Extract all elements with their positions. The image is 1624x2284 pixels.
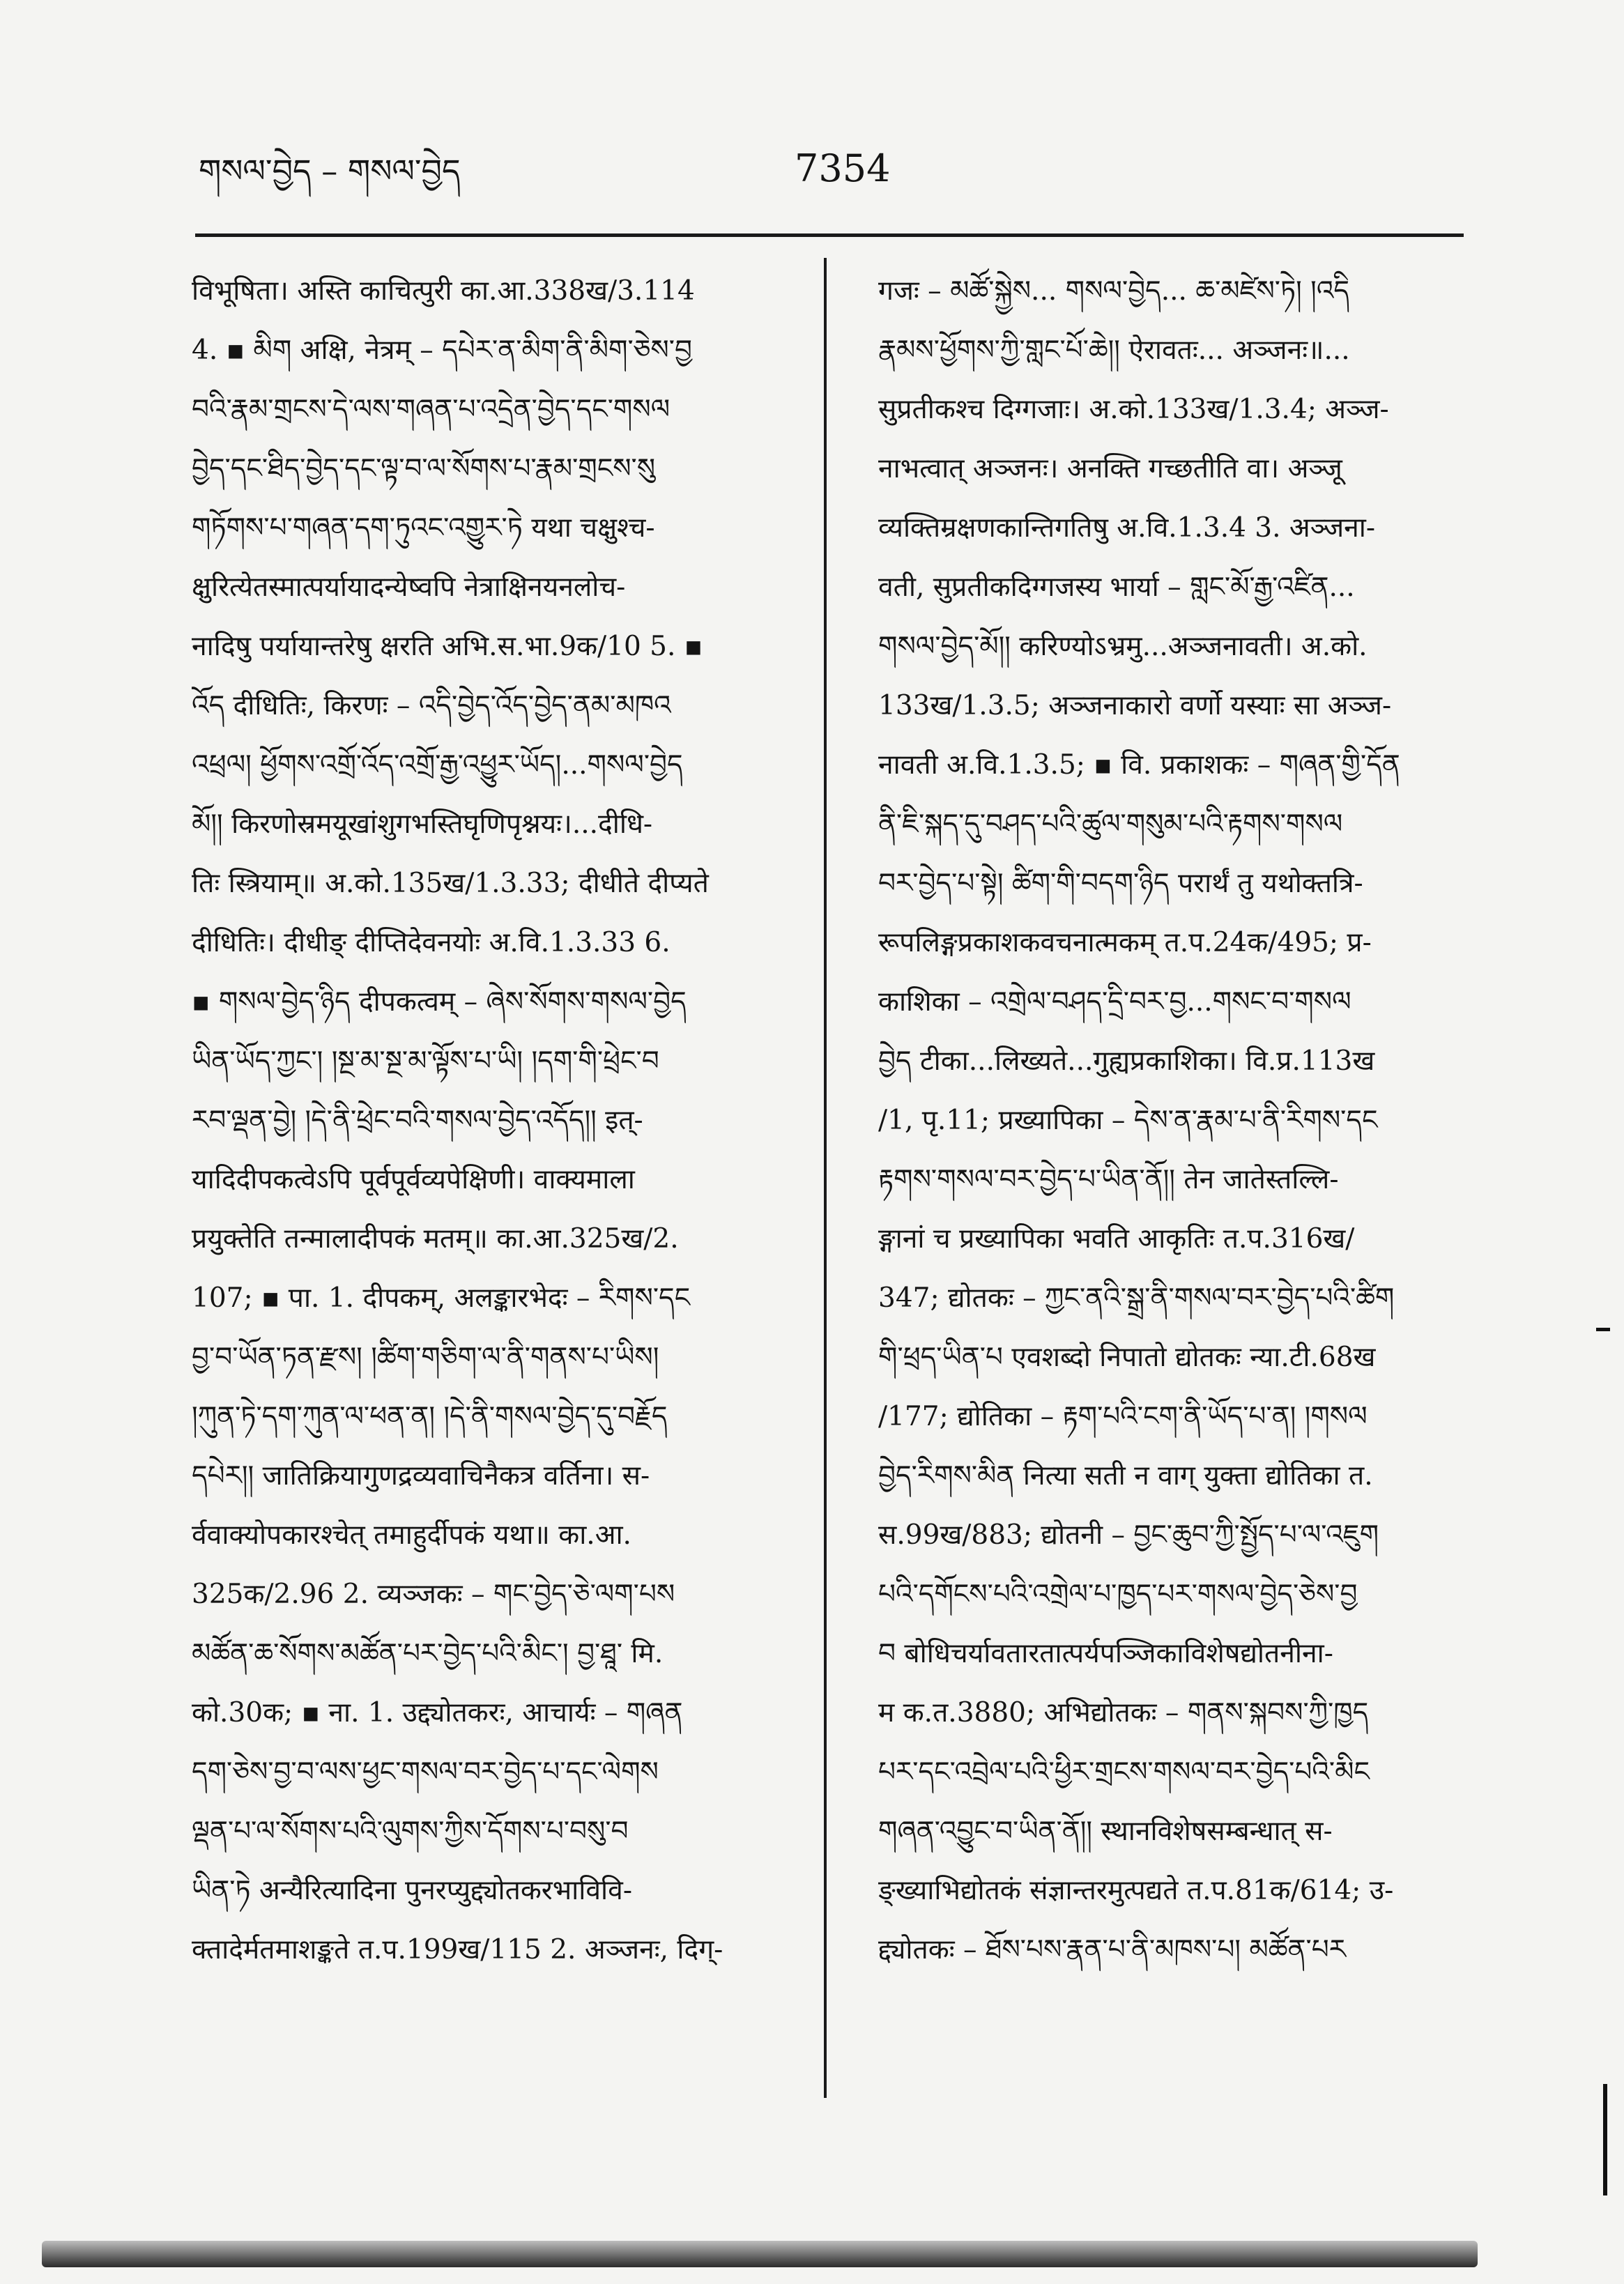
text-line: པར་དང་འབྲེལ་པའི་ཕྱིར་གྲངས་གསལ་བར་བྱེད་པའི་མིང: [878, 1756, 1370, 1788]
text-line: ङ्ख्याभिद्योतकं संज्ञान्तरमुत्पद्यते त.प.81क/614; उ-: [878, 1875, 1394, 1906]
text-line: 347; द्योतकः – ཀྱང་ནའི་སྒྲ་ནི་གསལ་བར་བྱེད་པའི་ཚིག: [878, 1282, 1395, 1314]
scan-edge-mark: [1603, 2084, 1607, 2195]
text-line: तिः स्त्रियाम्॥ अ.को.135ख/1.3.33; दीधीते दीप्यते: [192, 868, 709, 899]
text-line: वती, सुप्रतीकदिग्गजस्य भार्या – གླང་མོ་རྒྱ་འཛིན...: [878, 572, 1355, 603]
text-line: 325क/2.96 2. व्यञ्जकः – གང་བྱེད་ཅེ་ལག་པས: [192, 1579, 675, 1610]
text-line: क्षुरित्येतस्मात्पर्यायादन्येष्वपि नेत्राक्षिनयनलोच-: [192, 572, 626, 603]
text-line: ङ्गानां च प्रख्यापिका भवति आकृतिः त.प.316ख/: [878, 1223, 1355, 1255]
text-line: ལྡན་པ་ལ་སོགས་པའི་ལུགས་ཀྱིས་དོགས་པ་བསུ་བ: [192, 1816, 629, 1847]
scan-shadow-band: [42, 2241, 1478, 2267]
text-line: 4. ▪ མིག अक्षि, नेत्रम् – དཔེར་ན་མིག་ནི་མིག་ཅེས་བྱ: [192, 335, 692, 366]
text-line: दीधितिः। दीधीङ् दीप्तिदेवनयोः अ.वि.1.3.33 6.: [192, 927, 671, 958]
text-line: यादिदीपकत्वेऽपि पूर्वपूर्वव्यपेक्षिणी। वाक्यमाला: [192, 1164, 635, 1195]
text-line: བར་བྱེད་པ་སྟེ། ཚིག་གི་བདག་ཉིད परार्थं तु यथोक्तत्रि-: [878, 868, 1363, 899]
text-line: འཕྲལ། ཕྱོགས་འགྲོ་འོད་འགྲོ་རྒྱ་འཕྱུར་ཡོད།...གསལ་བྱེད: [192, 749, 683, 781]
text-line: མཚོན་ཆ་སོགས་མཚོན་པར་བྱེད་པའི་མིང་། བྱ་ཐཱ་ मि.: [192, 1638, 664, 1669]
text-line: །ཀུན་ཏེ་དག་ཀུན་ལ་ཕན་ན། །དེ་ནི་གསལ་བྱེད་དུ་བརྗོད: [192, 1401, 668, 1432]
text-line: 133ख/1.3.5; अञ्जनाकारो वर्णो यस्याः सा अञ्ज-: [878, 690, 1392, 721]
text-line: དག་ཅེས་བྱ་བ་ལས་ཕྱང་གསལ་བར་བྱེད་པ་དང་ལེགས: [192, 1756, 659, 1788]
text-line: རྟགས་གསལ་བར་བྱེད་པ་ཡིན་ནོ།། तेन जातेस्तल्लि-: [878, 1164, 1339, 1195]
text-line: स.99ख/883; द्योतनी – བྱང་ཆུབ་ཀྱི་སྤྱོད་པ་ལ་འཇུག: [878, 1519, 1379, 1551]
text-line: काशिका – འགྲེལ་བཤད་དྲི་བར་བྱ...གསང་བ་གསལ: [878, 986, 1351, 1018]
text-line: བྱེད टीका...लिख्यते...गुह्यप्रकाशिका। वि.प्र.113ख: [878, 1045, 1375, 1077]
text-line: रूपलिङ्गप्रकाशकवचनात्मकम् त.प.24क/495; प्र-: [878, 927, 1372, 958]
text-line: व्यक्तिम्रक्षणकान्तिगतिषु अ.वि.1.3.4 3. अञ्जना-: [878, 512, 1376, 544]
text-line: प्रयुक्तेति तन्मालादीपकं मतम्॥ का.आ.325ख/2.: [192, 1223, 679, 1255]
text-line: नाभत्वात् अञ्जनः। अनक्ति गच्छतीति वा। अञ्जू: [878, 453, 1342, 484]
column-divider: [824, 258, 827, 2098]
text-line: नादिषु पर्यायान्तरेषु क्षरति अभि.स.भा.9क/10 5. ▪: [192, 631, 703, 662]
text-line: ཡིན་ཏེ अन्यैरित्यादिना पुनरप्युद्द्योतकरभाविवि-: [192, 1875, 633, 1906]
right-column: [878, 261, 1464, 1979]
header-rule: [195, 233, 1464, 237]
text-line: གཏོགས་པ་གཞན་དག་ཏུའང་འགྱུར་ཏེ यथा चक्षुश्च-: [192, 512, 655, 544]
text-line: सुप्रतीकश्च दिग्गजाः। अ.को.133ख/1.3.4; अञ्ज-: [878, 394, 1389, 425]
text-line: རྣམས་ཕྱོགས་ཀྱི་གླང་པོ་ཆེ།། ऐरावतः... अञ्जनः॥...: [878, 335, 1350, 366]
page-number: 7354: [795, 146, 891, 190]
text-line: དཔེར།། जातिक्रियागुणद्रव्यवाचिनैकत्र वर्तिना। स-: [192, 1460, 650, 1492]
scan-edge-mark: [1596, 1328, 1610, 1331]
text-line: བྱེད་དང་ཐིད་བྱེད་དང་ལྟ་བ་ལ་སོགས་པ་རྣམ་གྲངས་སུ: [192, 453, 656, 484]
text-line: म क.त.3880; अभिद्योतकः – གནས་སྐབས་ཀྱི་ཁྱད: [878, 1697, 1369, 1729]
text-line: བྱ་བ་ཡོན་ཏན་རྫས། །ཚིག་གཅིག་ལ་ནི་གནས་པ་ཡིས།: [192, 1342, 659, 1373]
text-line: པའི་དགོངས་པའི་འགྲེལ་པ་ཁྱད་པར་གསལ་བྱེད་ཅེས་བྱ: [878, 1579, 1358, 1610]
text-line: བའི་རྣམ་གྲངས་དེ་ལས་གཞན་པ་འདྲེན་བྱེད་དང་གསལ: [192, 394, 671, 425]
text-line: གསལ་བྱེད་མོ།། करिण्योऽभ्रमु...अञ्जनावती। अ.को.: [878, 631, 1368, 662]
text-line: 107; ▪ पा. 1. दीपकम्, अलङ्कारभेदः – རིགས་དང: [192, 1282, 691, 1314]
text-line: क्तादेर्मतमाशङ्कते त.प.199ख/115 2. अञ्जनः, दिग्-: [192, 1934, 723, 1965]
text-line: ཡིན་ཡོད་ཀྱང་། །སྔ་མ་སྔ་མ་ལྟོས་པ་ཡི། །དག་གི་ཕྲེང་བ: [192, 1045, 659, 1077]
text-line: द्द्योतकः – ཐོས་པས་རྣན་པ་ནི་མཁས་པ། མཚོན་པར: [878, 1934, 1347, 1965]
text-line: गजः – མཚོ་སྐྱེས... གསལ་བྱེད... ཆ་མཛེས་ཏེ། །འདི: [878, 275, 1349, 307]
text-line: /1, पृ.11; प्रख्यापिका – དེས་ན་རྣམ་པ་ནི་རིགས་དང: [878, 1105, 1378, 1136]
text-line: བྱེད་རིགས་མིན नित्या सती न वाग् युक्ता द्योतिका त.: [878, 1460, 1373, 1492]
text-line: འོད दीधितिः, किरणः – འདི་བྱེད་འོད་བྱེད་ནམ་མཁའ: [192, 690, 671, 721]
text-line: མོ།། किरणोस्रमयूखांशुगभस्तिघृणिपृश्नयः।...दीधि-: [192, 808, 653, 840]
text-line: བ बोधिचर्यावतारतात्पर्यपञ्जिकाविशेषद्योतनीना-: [878, 1638, 1333, 1669]
text-line: /177; द्योतिका – རྟག་པའི་ངག་ནི་ཡོད་པ་ན། །གསལ: [878, 1401, 1368, 1432]
text-line: རབ་ལྡན་བྱེ། །དེ་ནི་ཕྲེང་བའི་གསལ་བྱེད་འདོད།། इत्-: [192, 1105, 643, 1136]
text-line: विभूषिता। अस्ति काचित्पुरी का.आ.338ख/3.114: [192, 275, 695, 307]
text-line: र्ववाक्योपकारश्चेत् तमाहुर्दीपकं यथा॥ का.आ.: [192, 1519, 631, 1551]
text-line: གཞན་འབྱུང་བ་ཡིན་ནོ།། स्थानविशेषसम्बन्धात् स-: [878, 1816, 1333, 1847]
left-column: [192, 261, 777, 1979]
text-line: ▪ གསལ་བྱེད་ཉིད दीपकत्वम् – ཞེས་སོགས་གསལ་བྱེད: [192, 986, 687, 1018]
running-head: གསལ་བྱེད – གསལ་བྱེད: [199, 152, 461, 190]
text-line: གི་ཕྲད་ཡིན་པ एवशब्दो निपातो द्योतकः न्या.टी.68ख: [878, 1342, 1376, 1373]
text-line: नावती अ.वि.1.3.5; ▪ वि. प्रकाशकः – གཞན་གྱི་དོན: [878, 749, 1400, 781]
text-line: ནི་ཇི་སྐད་དུ་བཤད་པའི་ཚུལ་གསུམ་པའི་རྟགས་གསལ: [878, 808, 1343, 840]
text-line: को.30क; ▪ ना. 1. उद्द्योतकरः, आचार्यः – གཞན: [192, 1697, 683, 1729]
